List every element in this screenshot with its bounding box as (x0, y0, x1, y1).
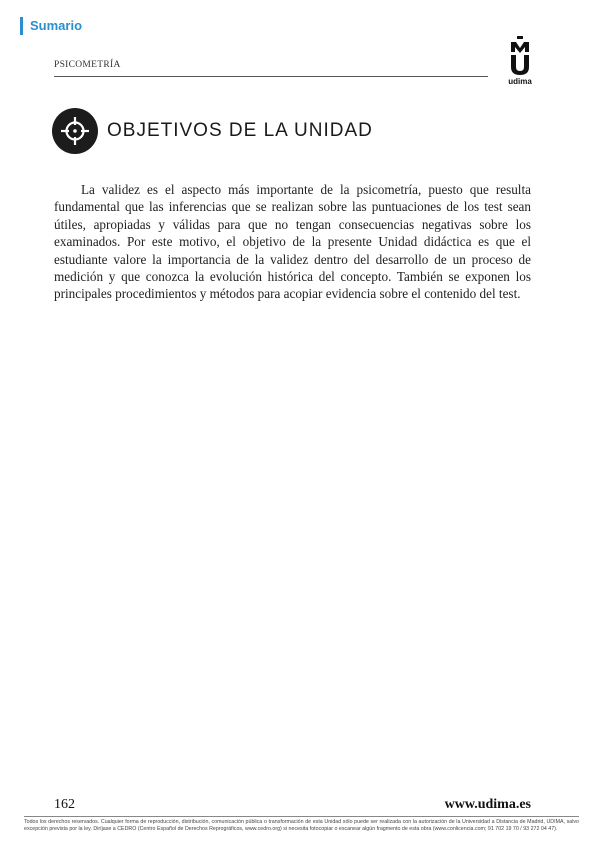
footer-url-link[interactable]: www.udima.es (444, 797, 531, 812)
legal-notice: Todos los derechos reservados. Cualquier forma de reproducción, distribución, comunicación pública o transformación de esta Unidad sólo puede ser realizada con la autorización de la Universidad a Distancia de Madrid, UDIMA, salvo excepción prevista por la ley. Diríjase a CEDRO (Centro Español de Derechos Reprográficos, www.cedro.org) si necesita fotocopiar o escanear algún fragmento de esta obra (www.conlicencia.com; 91 702 19 70 / 93 272 04 47). (24, 819, 579, 833)
header-divider (54, 76, 488, 77)
crosshair-target-icon (52, 108, 98, 154)
udima-emblem-icon (508, 36, 532, 76)
udima-logo (504, 36, 536, 88)
section-title: OBJETIVOS DE LA UNIDAD (107, 120, 373, 141)
objectives-paragraph: La validez es el aspecto más importante de la psicometría, puesto que resulta fundamental que las inferencias que se realizan sobre las puntuaciones de los test sean útiles, apropiadas y válidas para que no tengan consecuencias negativas sobre los examinados. Por este motivo, el objetivo de la presente Unidad didáctica es que el estudiante valore la importancia de la validez dentro del desarrollo de un proceso de medición y que conozca la evolución histórica del concepto. También se exponen los principales procedimientos y métodos para acopiar evidencia sobre el contenido del test. (54, 182, 531, 302)
page-number: 162 (54, 797, 75, 812)
logo-text: udima (508, 77, 532, 86)
running-head: PSICOMETRÍA (54, 60, 121, 70)
footer-divider (24, 816, 579, 817)
sumario-link[interactable]: Sumario (20, 17, 82, 35)
